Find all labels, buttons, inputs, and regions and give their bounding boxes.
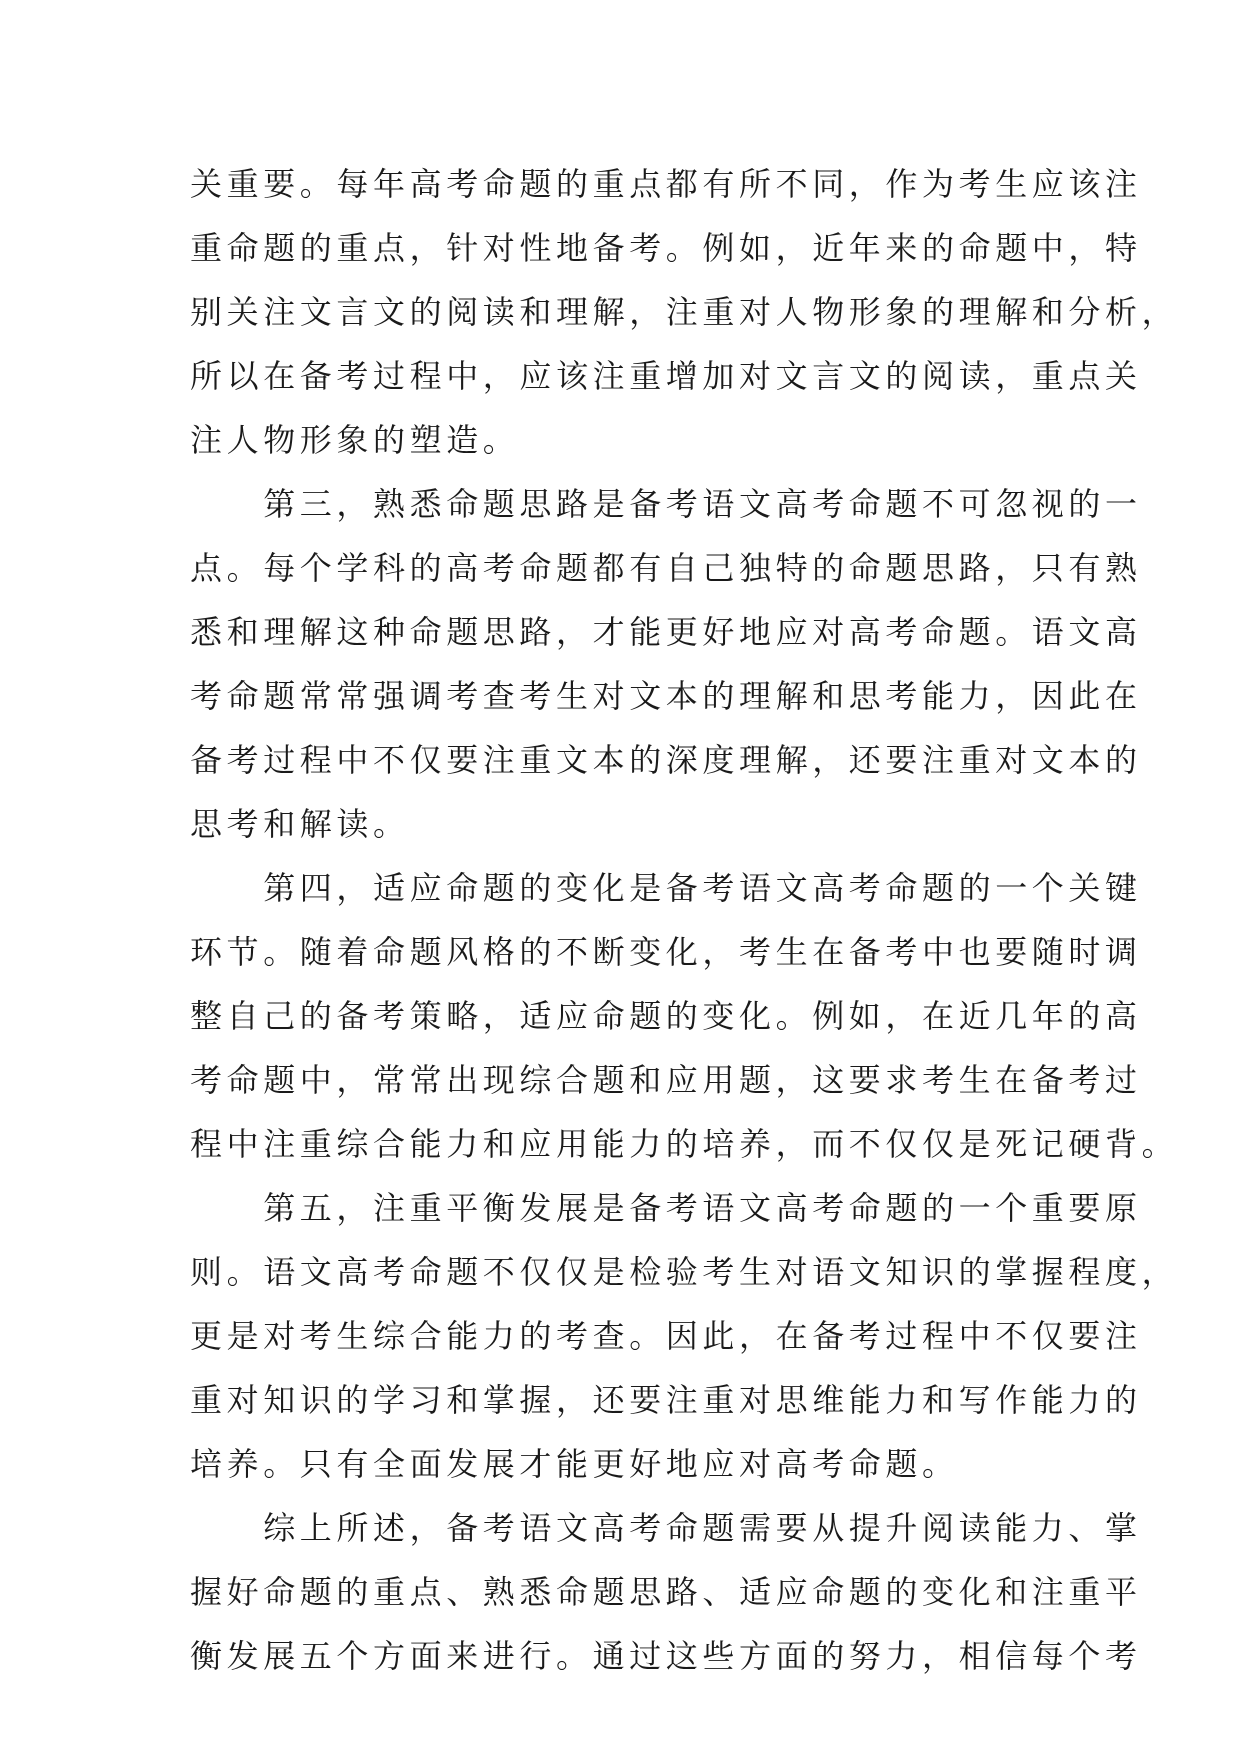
text-line: 衡发展五个方面来进行。通过这些方面的努力，相信每个考 (190, 1637, 1142, 1675)
text-line: 整自己的备考策略，适应命题的变化。例如，在近几年的高 (190, 997, 1142, 1035)
text-line: 环节。随着命题风格的不断变化，考生在备考中也要随时调 (190, 933, 1142, 971)
text-line: 备考过程中不仅要注重文本的深度理解，还要注重对文本的 (190, 741, 1142, 779)
text-line: 思考和解读。 (190, 805, 410, 843)
text-line: 点。每个学科的高考命题都有自己独特的命题思路，只有熟 (190, 549, 1142, 587)
text-line: 更是对考生综合能力的考查。因此，在备考过程中不仅要注 (190, 1317, 1142, 1355)
text-line: 培养。只有全面发展才能更好地应对高考命题。 (190, 1445, 959, 1483)
text-line: 所以在备考过程中，应该注重增加对文言文的阅读，重点关 (190, 357, 1142, 395)
text-line: 则。语文高考命题不仅仅是检验考生对语文知识的掌握程度， (190, 1253, 1179, 1291)
text-line: 第五，注重平衡发展是备考语文高考命题的一个重要原 (190, 1189, 1142, 1227)
document-body (190, 152, 1179, 1688)
text-line: 别关注文言文的阅读和理解，注重对人物形象的理解和分析， (190, 293, 1179, 331)
text-line: 第四，适应命题的变化是备考语文高考命题的一个关键 (190, 869, 1142, 907)
text-line: 考命题常常强调考查考生对文本的理解和思考能力，因此在 (190, 677, 1142, 715)
text-line: 重对知识的学习和掌握，还要注重对思维能力和写作能力的 (190, 1381, 1142, 1419)
text-line: 程中注重综合能力和应用能力的培养，而不仅仅是死记硬背。 (190, 1125, 1179, 1163)
text-line: 注人物形象的塑造。 (190, 421, 520, 459)
text-line: 关重要。每年高考命题的重点都有所不同，作为考生应该注 (190, 165, 1142, 203)
text-line: 第三，熟悉命题思路是备考语文高考命题不可忽视的一 (190, 485, 1142, 523)
text-line: 握好命题的重点、熟悉命题思路、适应命题的变化和注重平 (190, 1573, 1142, 1611)
text-line: 综上所述，备考语文高考命题需要从提升阅读能力、掌 (190, 1509, 1142, 1547)
text-line: 考命题中，常常出现综合题和应用题，这要求考生在备考过 (190, 1061, 1142, 1099)
text-line: 重命题的重点，针对性地备考。例如，近年来的命题中，特 (190, 229, 1142, 267)
text-line: 悉和理解这种命题思路，才能更好地应对高考命题。语文高 (190, 613, 1142, 651)
